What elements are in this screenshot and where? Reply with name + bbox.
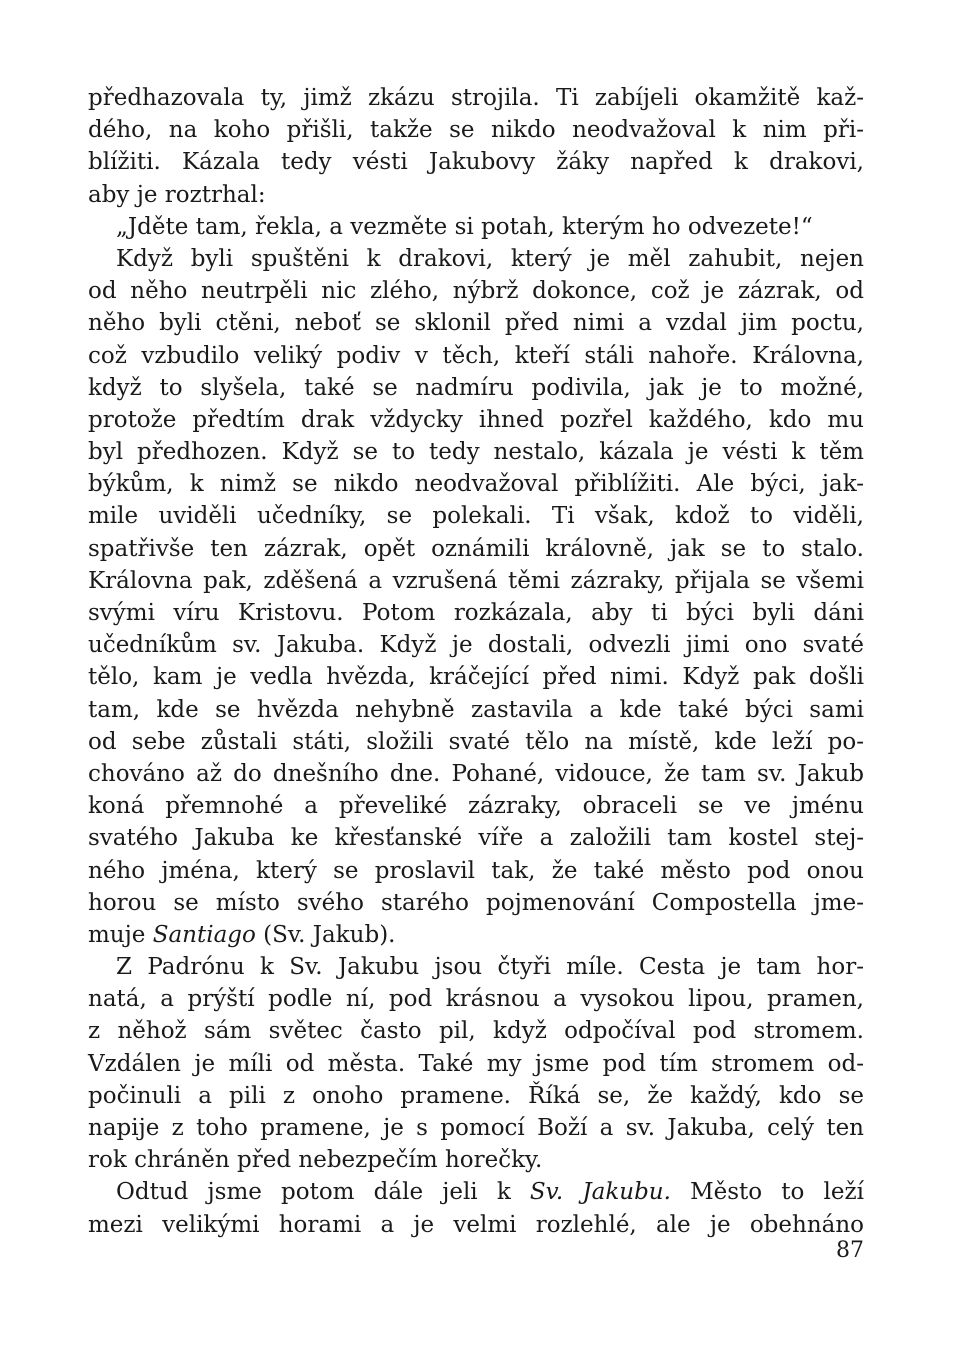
text-line: natá, a prýští podle ní, pod krásnou a vysokou lipou, pramen, bbox=[88, 986, 864, 1013]
text-line: Odtud jsme potom dále jeli k Sv. Jakubu. Město to leží bbox=[116, 1179, 864, 1206]
text-line: Vzdálen je míli od města. Také my jsme pod tím stromem od- bbox=[88, 1050, 864, 1077]
page-number: 87 bbox=[836, 1238, 864, 1263]
text-line: něho byli ctěni, neboť se sklonil před nimi a vzdal jim poctu, bbox=[88, 310, 864, 337]
text-line: aby je roztrhal: bbox=[88, 181, 266, 208]
text-line: Královna pak, zděšená a vzrušená těmi zázraky, přijala se všemi bbox=[88, 567, 864, 594]
text-line: od sebe zůstali státi, složili svaté tělo na místě, kde leží po- bbox=[88, 728, 864, 755]
text-line: chováno až do dnešního dne. Pohané, vidouce, že tam sv. Jakub bbox=[88, 760, 864, 787]
text-line: dého, na koho přišli, takže se nikdo neodvažoval k nim při- bbox=[88, 117, 864, 144]
text-line: koná přemnohé a převeliké zázraky, obraceli se ve jménu bbox=[88, 793, 864, 820]
text-line: z něhož sám světec často pil, když odpočíval pod stromem. bbox=[88, 1018, 864, 1045]
text-line: byl předhozen. Když se to tedy nestalo, kázala je vésti k těm bbox=[88, 439, 864, 466]
text-line: Když byli spuštěni k drakovi, který je měl zahubit, nejen bbox=[116, 245, 864, 272]
text-line: rok chráněn před nebezpečím horečky. bbox=[88, 1147, 543, 1174]
text-line: „Jděte tam, řekla, a vezměte si potah, kterým ho odvezete!“ bbox=[116, 213, 813, 240]
text-line: když to slyšela, také se nadmíru podivila, jak je to možné, bbox=[88, 374, 864, 401]
text-line: od něho neutrpěli nic zlého, nýbrž dokonce, což je zázrak, od bbox=[88, 278, 864, 305]
text-line: předhazovala ty, jimž zkázu strojila. Ti zabíjeli okamžitě kaž- bbox=[88, 85, 864, 111]
text-line: mezi velikými horami a je velmi rozlehlé, ale je obehnáno bbox=[88, 1211, 864, 1238]
body-text bbox=[88, 82, 864, 1241]
text-line: napije z toho pramene, je s pomocí Boží a sv. Jakuba, celý ten bbox=[88, 1115, 864, 1141]
text-line: tělo, kam je vedla hvězda, kráčející před nimi. Když pak došli bbox=[88, 664, 864, 691]
text-line: mile uviděli učedníky, se polekali. Ti však, kdož to viděli, bbox=[88, 503, 864, 530]
text-line: počinuli a pili z onoho pramene. Říká se, že každý, kdo se bbox=[88, 1082, 864, 1109]
text-line: spatřivše ten zázrak, opět oznámili královně, jak se to stalo. bbox=[88, 535, 864, 562]
text-line: Z Padrónu k Sv. Jakubu jsou čtyři míle. Cesta je tam hor- bbox=[116, 954, 864, 981]
text-line: býkům, k nimž se nikdo neodvažoval přiblížiti. Ale býci, jak- bbox=[88, 471, 864, 498]
text-line: horou se místo svého starého pojmenování Compostella jme- bbox=[88, 889, 864, 916]
text-line: ného jména, který se proslavil tak, že také město pod onou bbox=[88, 857, 864, 884]
text-line: učedníkům sv. Jakuba. Když je dostali, odvezli jimi ono svaté bbox=[88, 632, 864, 659]
text-line: protože předtím drak vždycky ihned pozřel každého, kdo mu bbox=[88, 406, 864, 433]
text-line: muje Santiago (Sv. Jakub). bbox=[88, 921, 396, 948]
text-line: svými víru Kristovu. Potom rozkázala, aby ti býci byli dáni bbox=[88, 600, 864, 626]
text-line: blížiti. Kázala tedy vésti Jakubovy žáky napřed k drakovi, bbox=[88, 149, 864, 176]
text-line: tam, kde se hvězda nehybně zastavila a kde také býci sami bbox=[88, 696, 864, 723]
text-line: svatého Jakuba ke křesťanské víře a založili tam kostel stej- bbox=[88, 825, 864, 852]
text-line: což vzbudilo veliký podiv v těch, kteří stáli nahoře. Královna, bbox=[88, 342, 864, 369]
